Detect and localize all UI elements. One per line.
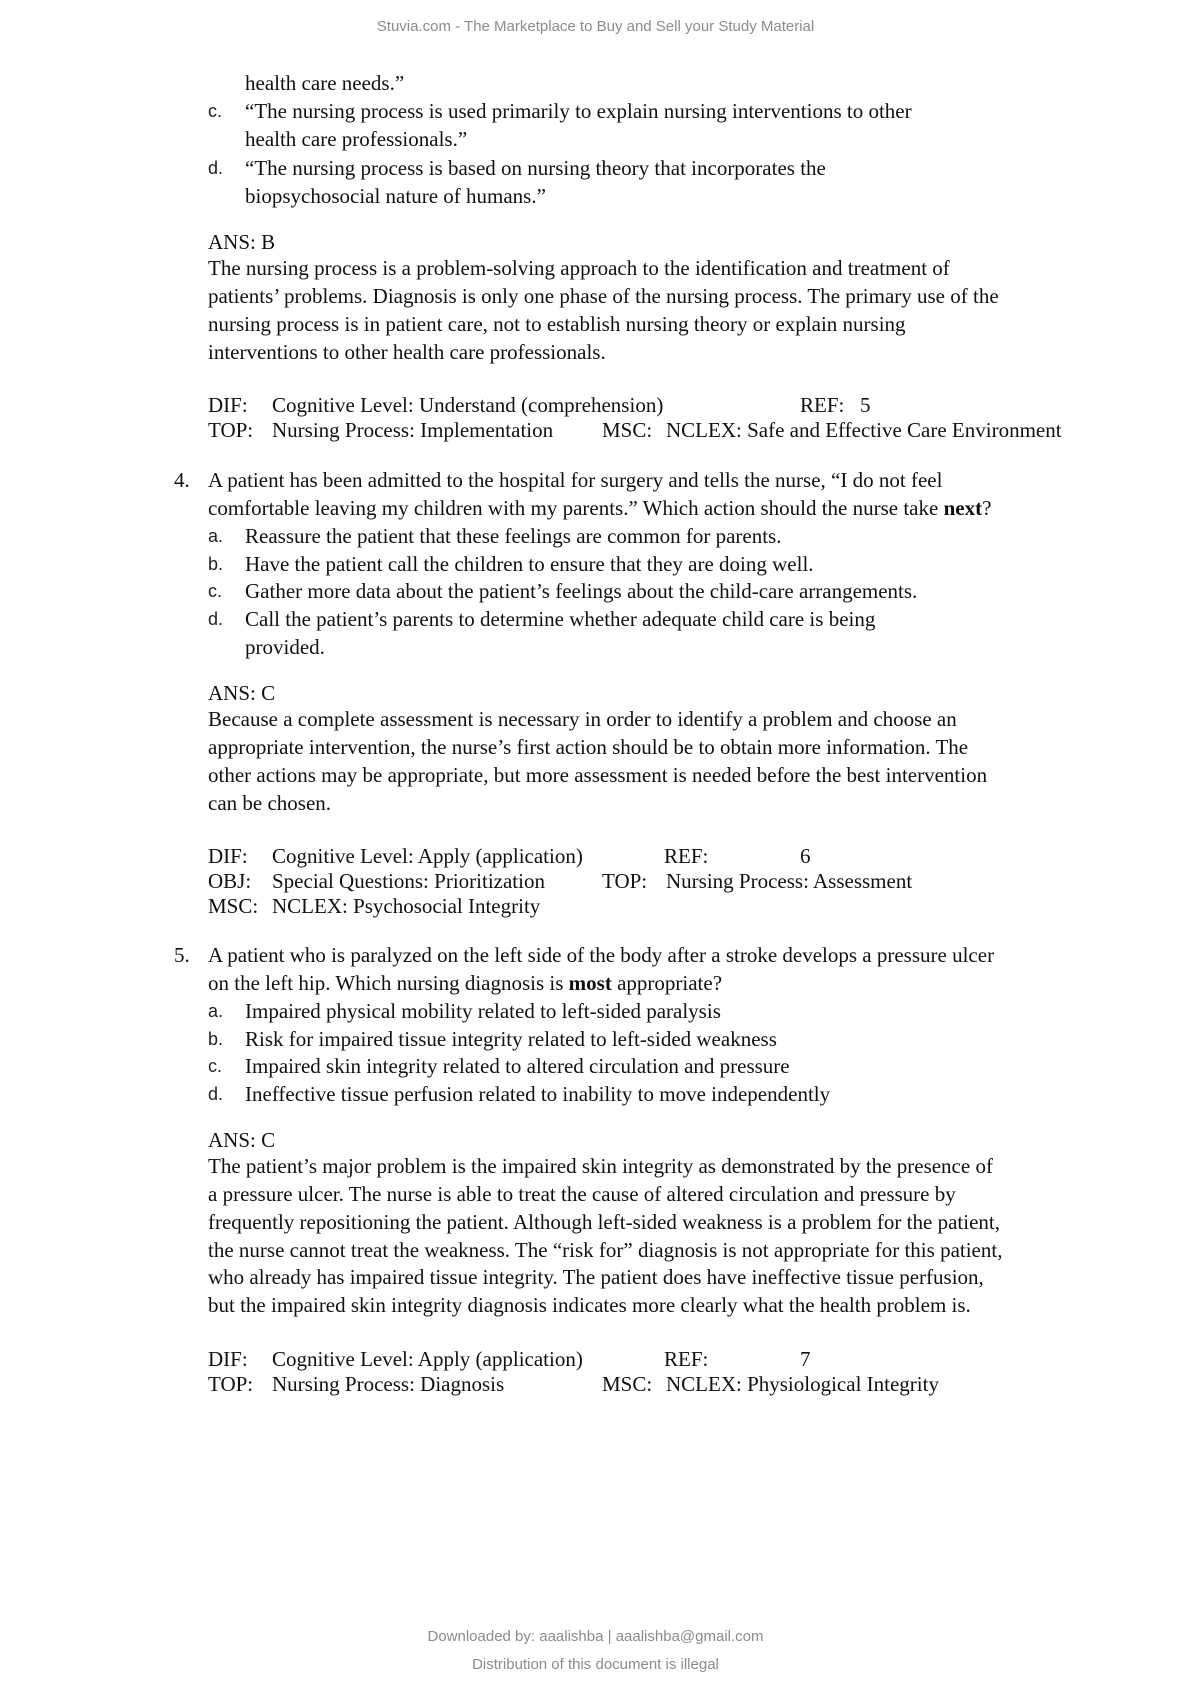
rationale-line: The patient’s major problem is the impaired skin integrity as demonstrated by the presence of [208, 1154, 993, 1178]
option-label: a. [208, 526, 224, 546]
meta-obj-value: Special Questions: Prioritization [272, 869, 545, 893]
question-stem: on the left hip. Which nursing diagnosis is most appropriate? [208, 971, 723, 995]
meta-dif-value: Cognitive Level: Apply (application) [272, 844, 583, 868]
option-text: Have the patient call the children to ensure that they are doing well. [245, 552, 814, 576]
meta-ref-label: REF: [664, 844, 709, 868]
meta-ref-label: REF: [664, 1347, 709, 1371]
option-text: “The nursing process is used primarily to explain nursing interventions to other [245, 99, 912, 123]
option-label: d. [208, 609, 224, 629]
rationale-line: who already has impaired tissue integrity. The patient does have ineffective tissue perfusion, [208, 1265, 984, 1289]
option-text: provided. [245, 635, 325, 659]
option-text: health care professionals.” [245, 127, 468, 151]
question-stem: comfortable leaving my children with my parents.” Which action should the nurse take next? [208, 496, 992, 520]
meta-top-value: Nursing Process: Implementation [272, 418, 554, 442]
question-number: 4. [174, 468, 190, 492]
rationale-line: interventions to other health care professionals. [208, 340, 606, 364]
meta-top-label: TOP: [602, 869, 648, 893]
option-label: c. [208, 581, 223, 601]
option-b-continuation: health care needs.” [245, 71, 405, 95]
meta-top-label: TOP: [208, 1372, 254, 1396]
answer: ANS: C [208, 1128, 276, 1152]
meta-msc-label: MSC: [602, 418, 653, 442]
option-label: b. [208, 1029, 224, 1049]
option-text: Call the patient’s parents to determine whether adequate child care is being [245, 607, 876, 631]
rationale-line: nursing process is in patient care, not to establish nursing theory or explain nursing [208, 312, 906, 336]
rationale-line: a pressure ulcer. The nurse is able to treat the cause of altered circulation and pressure by [208, 1182, 956, 1206]
answer: ANS: C [208, 681, 276, 705]
rationale-line: Because a complete assessment is necessary in order to identify a problem and choose an [208, 707, 957, 731]
option-label: a. [208, 1001, 224, 1021]
option-text: Gather more data about the patient’s feelings about the child-care arrangements. [245, 579, 918, 603]
rationale-line: patients’ problems. Diagnosis is only one phase of the nursing process. The primary use of the [208, 284, 999, 308]
question-number: 5. [174, 943, 190, 967]
question-stem: A patient who is paralyzed on the left side of the body after a stroke develops a pressure ulcer [208, 943, 995, 967]
option-text: Risk for impaired tissue integrity related to left-sided weakness [245, 1027, 777, 1051]
option-label: d. [208, 158, 224, 178]
rationale-line: frequently repositioning the patient. Although left-sided weakness is a problem for the patient, [208, 1210, 1000, 1234]
option-label: c. [208, 101, 223, 121]
meta-top-value: Nursing Process: Assessment [666, 869, 913, 893]
option-text: Ineffective tissue perfusion related to inability to move independently [245, 1082, 831, 1106]
footer-downloaded: Downloaded by: aaalishba | aaalishba@gmail.com [427, 1628, 764, 1645]
meta-msc-value: NCLEX: Safe and Effective Care Environment [666, 418, 1062, 442]
rationale-line: but the impaired skin integrity diagnosis indicates more clearly what the health problem is. [208, 1293, 971, 1317]
rationale-line: can be chosen. [208, 791, 332, 815]
rationale-line: the nurse cannot treat the weakness. The “risk for” diagnosis is not appropriate for this patient, [208, 1238, 1003, 1262]
meta-dif-label: DIF: [208, 844, 248, 868]
option-label: c. [208, 1056, 223, 1076]
rationale-line: The nursing process is a problem-solving approach to the identification and treatment of [208, 256, 950, 280]
meta-top-label: TOP: [208, 418, 254, 442]
footer-distribution: Distribution of this document is illegal [472, 1656, 719, 1673]
rationale-line: appropriate intervention, the nurse’s first action should be to obtain more information. The [208, 735, 969, 759]
option-label: d. [208, 1084, 224, 1104]
meta-ref-label: REF: [800, 393, 845, 417]
meta-msc-value: NCLEX: Psychosocial Integrity [272, 894, 541, 918]
meta-dif-label: DIF: [208, 1347, 248, 1371]
meta-ref-value: 6 [800, 844, 811, 868]
meta-msc-value: NCLEX: Physiological Integrity [666, 1372, 939, 1396]
question-stem: A patient has been admitted to the hospital for surgery and tells the nurse, “I do not feel [208, 468, 943, 492]
option-text: Impaired skin integrity related to altered circulation and pressure [245, 1054, 790, 1078]
meta-dif-value: Cognitive Level: Understand (comprehension) [272, 393, 664, 417]
meta-msc-label: MSC: [602, 1372, 653, 1396]
rationale-line: other actions may be appropriate, but more assessment is needed before the best intervention [208, 763, 988, 787]
option-text: “The nursing process is based on nursing theory that incorporates the [245, 156, 826, 180]
answer: ANS: B [208, 230, 276, 254]
meta-obj-label: OBJ: [208, 869, 252, 893]
page-header: Stuvia.com - The Marketplace to Buy and Sell your Study Material [376, 18, 815, 35]
meta-ref-value: 7 [800, 1347, 811, 1371]
option-label: b. [208, 554, 224, 574]
meta-ref-value: 5 [860, 393, 871, 417]
meta-top-value: Nursing Process: Diagnosis [272, 1372, 505, 1396]
option-text: Reassure the patient that these feelings are common for parents. [245, 524, 782, 548]
option-text: biopsychosocial nature of humans.” [245, 184, 546, 208]
meta-msc-label: MSC: [208, 894, 259, 918]
meta-dif-value: Cognitive Level: Apply (application) [272, 1347, 583, 1371]
option-text: Impaired physical mobility related to left-sided paralysis [245, 999, 721, 1023]
meta-dif-label: DIF: [208, 393, 248, 417]
